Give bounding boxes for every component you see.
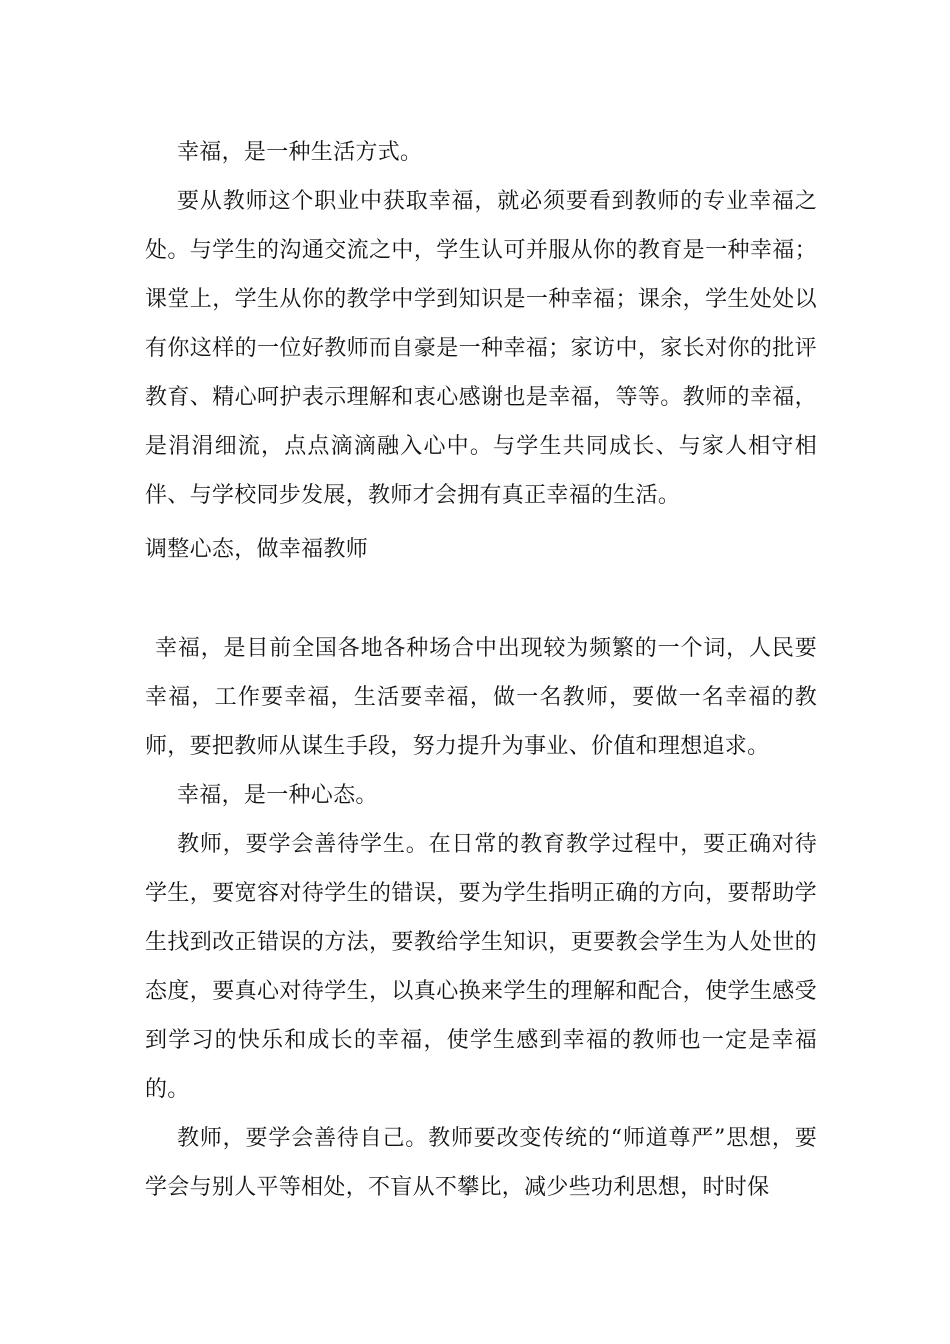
paragraph-life-style: 幸福，是一种生活方式。 (177, 140, 423, 165)
paragraph-happiness-word: 幸福，是目前全国各地各种场合中出现较为频繁的一个词，人民要幸福，工作要幸福，生活要幸福，做一名教师，要做一名幸福的教师，要把教师从谋生手段，努力提升为事业、价值和理想追求。 (145, 636, 817, 759)
paragraph-treat-students: 教师，要学会善待学生。在日常的教育教学过程中，要正确对待学生，要宽容对待学生的错误，要为学生指明正确的方向，要帮助学生找到改正错误的方法，要教给学生知识，更要教会学生为人处世的态度，要真心对待学生，以真心换来学生的理解和配合，使学生感受到学习的快乐和成长的幸福，使学生感到幸福的教师也一定是幸福的。 (145, 832, 817, 1102)
paragraph-treat-self: 教师，要学会善待自己。教师要改变传统的“师道尊严”思想，要学会与别人平等相处，不盲从不攀比，减少些功利思想，时时保 (145, 1126, 817, 1200)
section-title: 调整心态，做幸福教师 (145, 537, 369, 562)
paragraph-mindset: 幸福，是一种心态。 (177, 783, 378, 808)
paragraph-professional-happiness: 要从教师这个职业中获取幸福，就必须要看到教师的专业幸福之处。与学生的沟通交流之中，学生认可并服从你的教育是一种幸福；课堂上，学生从你的教学中学到知识是一种幸福；课余，学生处处以有你这样的一位好教师而自豪是一种幸福；家访中，家长对你的批评教育、精心呵护表示理解和衷心感谢也是幸福，等等。教师的幸福，是涓涓细流，点点滴滴融入心中。与学生共同成长、与家人相守相伴、与学校同步发展，教师才会拥有真正幸福的生活。 (145, 189, 817, 508)
